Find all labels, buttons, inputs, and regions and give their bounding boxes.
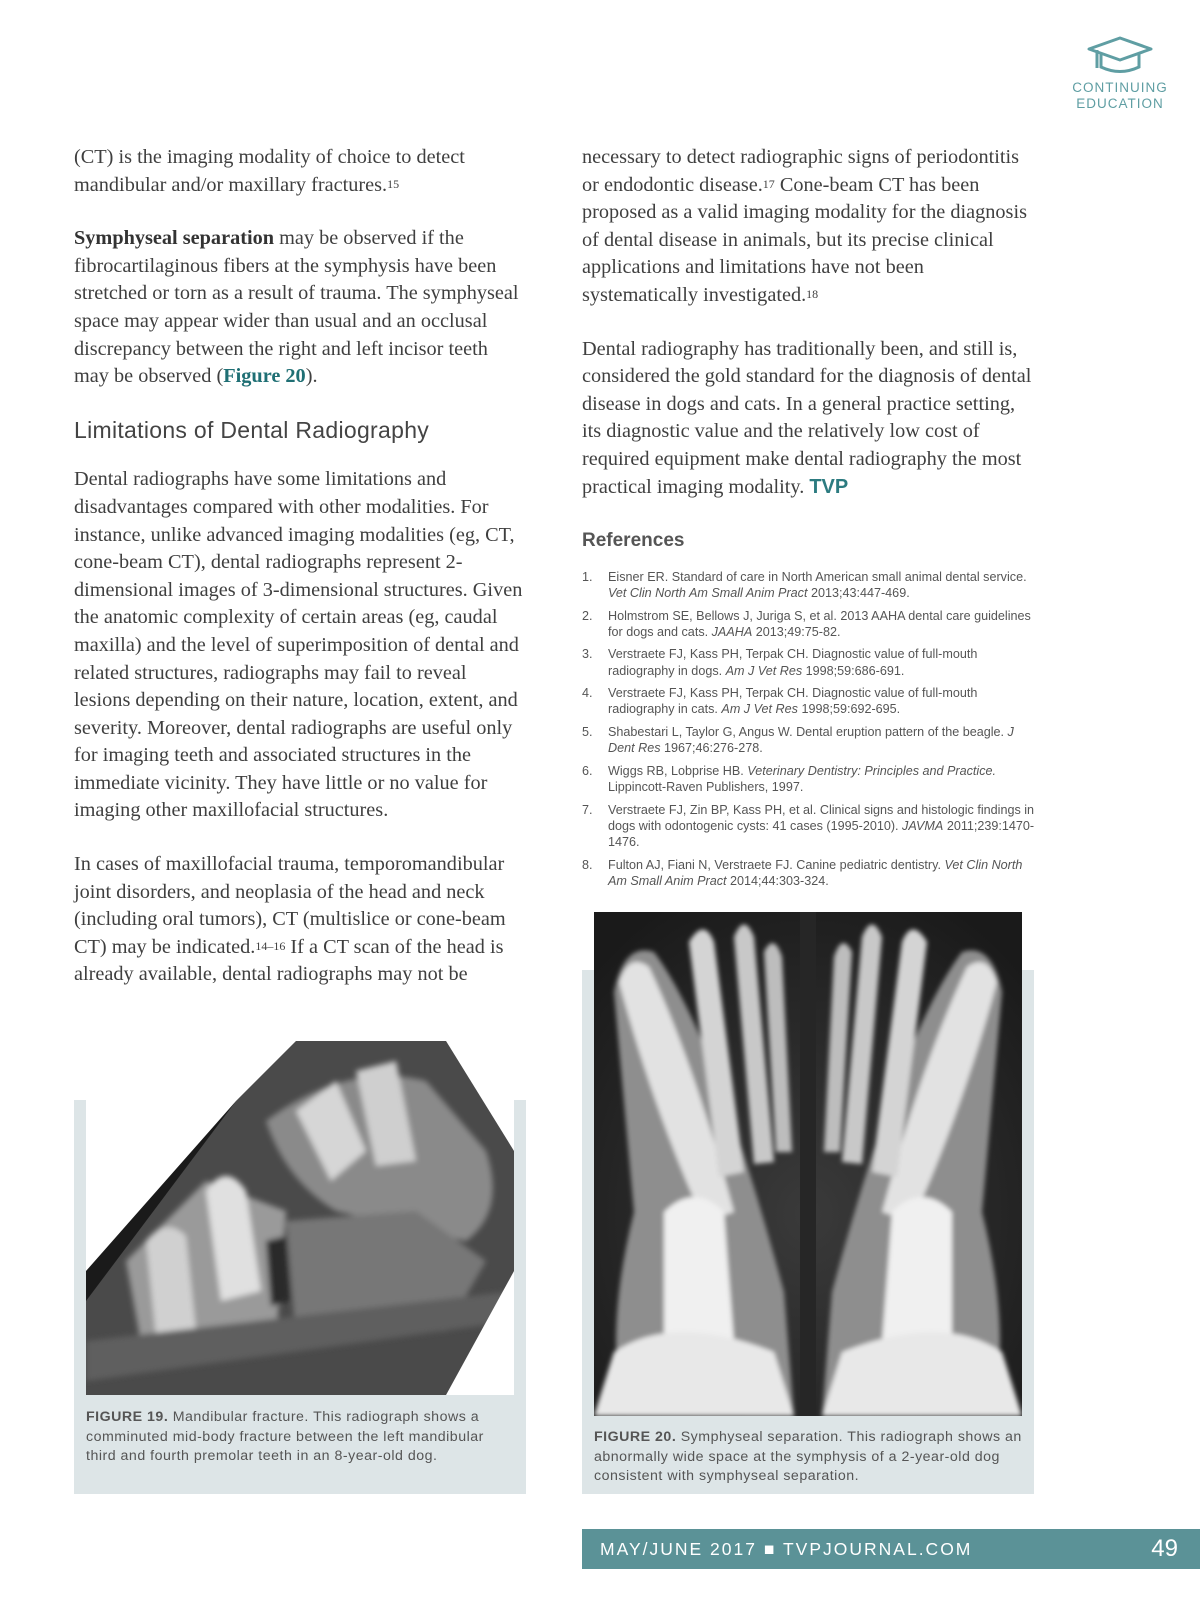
reference-item <box>582 646 1037 678</box>
citation-superscript: 17 <box>762 176 775 191</box>
references-list <box>582 569 1037 889</box>
reference-authors-title: Verstraete FJ, Kass PH, Terpak CH. Diagnostic value of full-mouth radiography in dogs. <box>608 647 978 678</box>
paragraph-symphyseal-separation <box>74 225 524 391</box>
reference-citation: 2013;49:75-82. <box>755 624 841 639</box>
reference-journal: Vet Clin North Am Small Anim Pract <box>608 857 1023 888</box>
reference-number: 3. <box>582 647 593 662</box>
reference-journal: JAVMA <box>902 818 944 833</box>
footer-website-link[interactable]: TVPJOURNAL.COM <box>782 1539 973 1559</box>
paragraph-text: necessary to detect radiographic signs of periodontitis or endodontic disease. <box>582 146 1020 196</box>
continuing-education-badge <box>1060 36 1180 112</box>
paragraph-text: may be observed if the fibrocartilaginous fibers at the symphysis have been stretched or torn as a result of trauma. The symphyseal space may appear wider than usual and an occlusal discrepancy between the right and left incisor teeth may be observed ( <box>74 227 519 388</box>
reference-text <box>608 685 1037 717</box>
reference-citation: 1998;59:686-691. <box>805 663 905 678</box>
reference-citation: 2011;239:1470-1476. <box>608 818 1035 849</box>
references-heading: References <box>582 530 685 552</box>
reference-number: 7. <box>582 802 593 817</box>
reference-text <box>608 569 1037 601</box>
reference-journal: Am J Vet Res <box>721 702 798 717</box>
reference-number: 4. <box>582 686 593 701</box>
reference-citation: 2014;44:303-324. <box>730 873 829 888</box>
reference-citation: 1998;59:692-695. <box>801 702 901 717</box>
reference-item <box>582 763 1037 795</box>
reference-citation: 2013;43:447-469. <box>810 585 910 600</box>
paragraph-maxillofacial-trauma <box>74 851 524 989</box>
footer-bullet-icon: ■ <box>763 1539 777 1559</box>
graduation-cap-icon <box>1087 36 1153 76</box>
left-column <box>74 144 524 1015</box>
reference-number: 2. <box>582 608 593 623</box>
reference-item <box>582 608 1037 640</box>
tvp-logo: TVP <box>809 475 849 498</box>
reference-citation: Lippincott-Raven Publishers, 1997. <box>608 779 804 794</box>
paragraph-ct-modality <box>74 144 524 199</box>
badge-line-2: EDUCATION <box>1076 96 1164 111</box>
reference-authors-title: Holmstrom SE, Bellows J, Juriga S, et al. 2013 AAHA dental care guidelines for dogs and cats. <box>608 608 1031 639</box>
reference-number: 6. <box>582 763 593 778</box>
paragraph-text: In cases of maxillofacial trauma, temporomandibular joint disorders, and neoplasia of the head and neck (including oral tumors), CT (multislice or cone-beam CT) may be indicated. <box>74 853 506 958</box>
reference-number: 1. <box>582 569 593 584</box>
paragraph-gold-standard <box>582 336 1037 502</box>
reference-item <box>582 857 1037 889</box>
footer-issue-date: MAY/JUNE 2017 <box>600 1539 757 1559</box>
paragraph-text-end: ). <box>305 365 318 388</box>
section-heading: Limitations of Dental Radiography <box>74 416 430 443</box>
right-column <box>582 144 1037 895</box>
figure-20-caption-text: Symphyseal separation. This radiograph shows an abnormally wide space at the symphysis of a 2-year-old dog consistent with symphyseal separation. <box>594 1429 1022 1484</box>
page-number: 49 <box>1151 1535 1178 1562</box>
reference-text <box>608 763 1037 795</box>
reference-item <box>582 569 1037 601</box>
reference-authors-title: Verstraete FJ, Zin BP, Kass PH, et al. Clinical signs and histologic findings in dogs with odontogenic cysts: 41 cases (1995-2010). <box>608 802 1035 833</box>
reference-authors-title: Eisner ER. Standard of care in North American small animal dental service. <box>608 569 1027 584</box>
reference-journal: J Dent Res <box>608 724 1014 756</box>
paragraph-text: Dental radiography has traditionally been, and still is, considered the gold standard for the diagnosis of dental disease in dogs and cats. In a general practice setting, its diagnostic value and the relatively low cost of required equipment make dental radiography the most practical imaging modality. <box>582 337 1032 498</box>
reference-authors-title: Wiggs RB, Lobprise HB. <box>608 763 744 778</box>
paragraph-text-continued: If a CT scan of the head is already available, dental radiographs may not be <box>74 935 504 986</box>
reference-item <box>582 802 1037 851</box>
figure-19-radiograph <box>86 1041 514 1395</box>
citation-superscript: 14–16 <box>255 938 286 953</box>
reference-journal: JAAHA <box>711 624 753 639</box>
paragraph-cone-beam <box>582 144 1037 310</box>
reference-item <box>582 724 1037 756</box>
reference-journal: Veterinary Dentistry: Principles and Practice. <box>747 763 997 778</box>
reference-journal: Vet Clin North Am Small Anim Pract <box>608 585 808 600</box>
reference-text <box>608 724 1037 756</box>
reference-item <box>582 685 1037 717</box>
reference-authors-title: Fulton AJ, Fiani N, Verstraete FJ. Canine pediatric dentistry. <box>608 857 941 872</box>
reference-authors-title: Verstraete FJ, Kass PH, Terpak CH. Diagnostic value of full-mouth radiography in cats. <box>608 686 978 717</box>
page-footer <box>582 1529 1200 1569</box>
reference-citation: 1967;46:276-278. <box>664 741 763 756</box>
reference-authors-title: Shabestari L, Taylor G, Angus W. Dental eruption pattern of the beagle. <box>608 724 1005 739</box>
figure-20-link[interactable]: Figure 20 <box>223 365 306 388</box>
footer-issue <box>600 1539 972 1560</box>
paragraph-limitations: Dental radiographs have some limitations and disadvantages compared with other modalities. For instance, unlike advanced imaging modalities (eg, CT, cone-beam CT), dental radiographs represent 2-dimensional images of 3-dimensional structures. Given the anatomic complexity of certain areas (eg, caudal maxilla) and the level of superimposition of dental and related structures, radiographs may fail to reveal lesions depending on their nature, location, extent, and severity. Moreover, dental radiographs are useful only for imaging teeth and associated structures in the immediate vicinity. They have little or no value for imaging other maxillofacial structures. <box>74 468 523 822</box>
figure-19-caption-text: Mandibular fracture. This radiograph shows a comminuted mid-body fracture between the left mandibular third and fourth premolar teeth in an 8-year-old dog. <box>86 1409 484 1464</box>
reference-number: 5. <box>582 724 593 739</box>
reference-number: 8. <box>582 857 593 872</box>
reference-text <box>608 646 1037 678</box>
reference-text <box>608 802 1037 851</box>
paragraph-text: (CT) is the imaging modality of choice to detect mandibular and/or maxillary fractures. <box>74 146 465 196</box>
reference-text <box>608 857 1037 889</box>
figure-19-caption <box>86 1408 506 1467</box>
bold-term: Symphyseal separation <box>74 227 275 250</box>
reference-text <box>608 608 1037 640</box>
paragraph-text-continued: Cone-beam CT has been proposed as a valid imaging modality for the diagnosis of dental disease in animals, but its precise clinical applications and limitations have not been systematically investigated. <box>582 173 1027 306</box>
figure-19-label: FIGURE 19. <box>86 1409 169 1425</box>
citation-superscript: 18 <box>806 286 819 301</box>
figure-20-radiograph <box>594 912 1022 1416</box>
citation-superscript: 15 <box>387 176 400 191</box>
figure-20-label: FIGURE 20. <box>594 1429 677 1445</box>
reference-journal: Am J Vet Res <box>725 663 803 678</box>
figure-20-caption <box>594 1428 1024 1487</box>
badge-line-1: CONTINUING <box>1072 80 1168 95</box>
